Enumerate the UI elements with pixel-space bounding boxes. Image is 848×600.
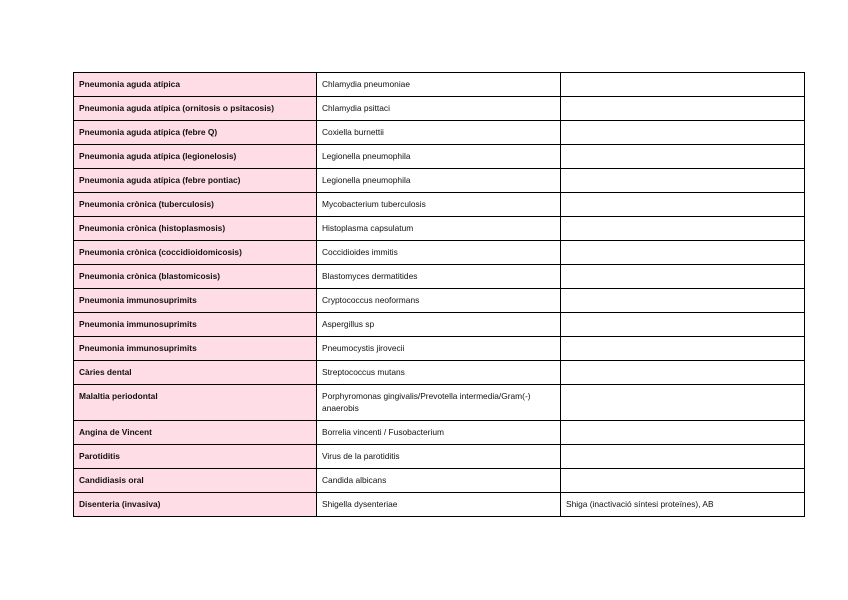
table-row: [74, 385, 805, 421]
agent-cell: Histoplasma capsulatum: [317, 217, 561, 241]
disease-cell: Malaltia periodontal: [74, 385, 317, 421]
disease-cell: Pneumonia crònica (tuberculosis): [74, 193, 317, 217]
disease-cell: Pneumonia crònica (histoplasmosis): [74, 217, 317, 241]
disease-cell: Càries dental: [74, 361, 317, 385]
table-row: [74, 217, 805, 241]
agent-cell: Chlamydia pneumoniae: [317, 73, 561, 97]
notes-cell: [561, 169, 805, 193]
table-row: [74, 469, 805, 493]
table-row: [74, 361, 805, 385]
agent-cell: Candida albicans: [317, 469, 561, 493]
notes-cell: [561, 241, 805, 265]
agent-cell: Coxiella burnettii: [317, 121, 561, 145]
table-row: [74, 493, 805, 517]
notes-cell: [561, 73, 805, 97]
notes-cell: [561, 193, 805, 217]
disease-cell: Pneumonia crònica (coccidioidomicosis): [74, 241, 317, 265]
table-row: [74, 145, 805, 169]
disease-cell: Pneumonia immunosuprimits: [74, 337, 317, 361]
notes-cell: [561, 265, 805, 289]
table-row: [74, 97, 805, 121]
disease-cell: Pneumonia aguda atípica (febre pontiac): [74, 169, 317, 193]
table-row: [74, 241, 805, 265]
notes-cell: [561, 469, 805, 493]
agent-cell: Shigella dysenteriae: [317, 493, 561, 517]
disease-cell: Pneumonia crònica (blastomicosis): [74, 265, 317, 289]
disease-cell: Angina de Vincent: [74, 421, 317, 445]
disease-cell: Parotiditis: [74, 445, 317, 469]
agent-cell: Streptococcus mutans: [317, 361, 561, 385]
table-row: [74, 289, 805, 313]
agent-cell: Mycobacterium tuberculosis: [317, 193, 561, 217]
table-row: [74, 121, 805, 145]
disease-cell: Candidiasis oral: [74, 469, 317, 493]
notes-cell: [561, 445, 805, 469]
notes-cell: [561, 289, 805, 313]
disease-cell: Pneumonia aguda atípica (ornitosis o psitacosis): [74, 97, 317, 121]
table-body: [74, 73, 805, 517]
table-row: [74, 421, 805, 445]
agent-cell: Chlamydia psittaci: [317, 97, 561, 121]
notes-cell: [561, 361, 805, 385]
notes-cell: [561, 385, 805, 421]
agent-cell: Porphyromonas gingivalis/Prevotella intermedia/Gram(-) anaerobis: [317, 385, 561, 421]
notes-cell: Shiga (inactivació síntesi proteïnes), AB: [561, 493, 805, 517]
disease-cell: Pneumonia aguda atípica: [74, 73, 317, 97]
disease-cell: Pneumonia immunosuprimits: [74, 289, 317, 313]
notes-cell: [561, 121, 805, 145]
notes-cell: [561, 313, 805, 337]
agent-cell: Cryptococcus neoformans: [317, 289, 561, 313]
table-row: [74, 313, 805, 337]
disease-cell: Pneumonia aguda atípica (legionelosis): [74, 145, 317, 169]
table-row: [74, 337, 805, 361]
notes-cell: [561, 217, 805, 241]
disease-cell: Pneumonia immunosuprimits: [74, 313, 317, 337]
notes-cell: [561, 337, 805, 361]
table-row: [74, 445, 805, 469]
agent-cell: Pneumocystis jirovecii: [317, 337, 561, 361]
table-row: [74, 193, 805, 217]
agent-cell: Borrelia vincenti / Fusobacterium: [317, 421, 561, 445]
table-row: [74, 265, 805, 289]
table-row: [74, 73, 805, 97]
disease-cell: Disenteria (invasiva): [74, 493, 317, 517]
agent-cell: Virus de la parotiditis: [317, 445, 561, 469]
agent-cell: Legionella pneumophila: [317, 169, 561, 193]
notes-cell: [561, 421, 805, 445]
table-row: [74, 169, 805, 193]
agent-cell: Legionella pneumophila: [317, 145, 561, 169]
notes-cell: [561, 97, 805, 121]
agent-cell: Coccidioides immitis: [317, 241, 561, 265]
disease-cell: Pneumonia aguda atípica (febre Q): [74, 121, 317, 145]
disease-table: [73, 72, 805, 517]
notes-cell: [561, 145, 805, 169]
agent-cell: Blastomyces dermatitides: [317, 265, 561, 289]
agent-cell: Aspergillus sp: [317, 313, 561, 337]
